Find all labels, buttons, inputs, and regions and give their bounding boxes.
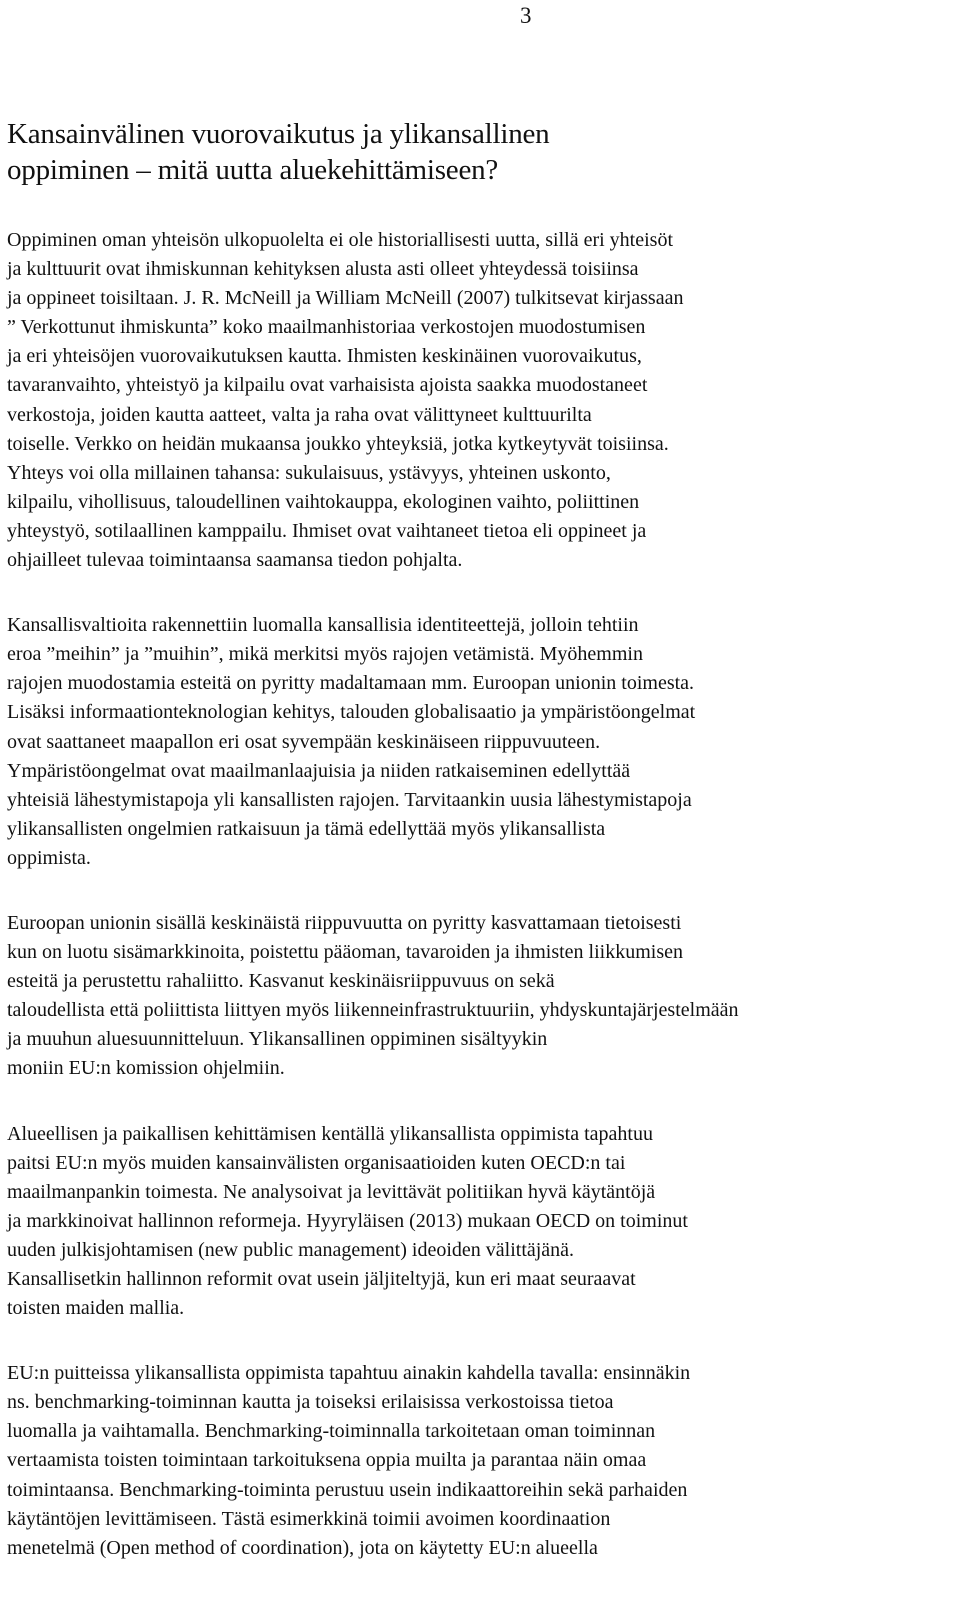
text-line: käytäntöjen levittämiseen. Tästä esimerkkinä toimii avoimen koordinaation — [7, 1507, 611, 1530]
text-line: yhteisiä lähestymistapoja yli kansallisten rajojen. Tarvitaankin uusia lähestymistapoja — [7, 788, 692, 811]
text-line: toimintaansa. Benchmarking-toiminta perustuu usein indikaattoreihin sekä parhaiden — [7, 1478, 688, 1501]
paragraph — [7, 1120, 957, 1324]
paragraph — [7, 611, 957, 873]
text-line: paitsi EU:n myös muiden kansainvälisten organisaatioiden kuten OECD:n tai — [7, 1151, 626, 1174]
text-line: vertaamista toisten toimintaan tarkoituksena oppia muilta ja parantaa näin omaa — [7, 1449, 647, 1472]
text-line: Alueellisen ja paikallisen kehittämisen kentällä ylikansallista oppimista tapahtuu — [7, 1122, 653, 1145]
text-line: ja markkinoivat hallinnon reformeja. Hyyryläisen (2013) mukaan OECD on toiminut — [7, 1209, 688, 1232]
text-line: ovat saattaneet maapallon eri osat syvempään keskinäiseen riippuvuuteen. — [7, 730, 601, 753]
text-line: ja muuhun aluesuunnitteluun. Ylikansallinen oppiminen sisältyykin — [7, 1028, 548, 1051]
text-line: toisten maiden mallia. — [7, 1297, 185, 1320]
text-line: ns. benchmarking-toiminnan kautta ja toiseksi erilaisissa verkostoissa tietoa — [7, 1391, 614, 1414]
text-line: ja eri yhteisöjen vuorovaikutuksen kautta. Ihmisten keskinäinen vuorovaikutus, — [7, 345, 642, 368]
text-line: oppimista. — [7, 846, 91, 869]
text-line: EU:n puitteissa ylikansallista oppimista tapahtuu ainakin kahdella tavalla: ensinnäkin — [7, 1362, 691, 1385]
text-line: taloudellista että poliittista liittyen myös liikenneinfrastruktuuriin, yhdyskuntajärjestelmään — [7, 999, 739, 1022]
text-line: Ympäristöongelmat ovat maailmanlaajuisia ja niiden ratkaiseminen edellyttää — [7, 759, 631, 782]
text-line: Lisäksi informaationteknologian kehitys, talouden globalisaatio ja ympäristöongelmat — [7, 701, 696, 724]
text-line: toiselle. Verkko on heidän mukaansa joukko yhteyksiä, jotka kytkeytyvät toisiinsa. — [7, 432, 669, 455]
paragraph — [7, 1359, 957, 1563]
text-line: verkostoja, joiden kautta aatteet, valta ja raha ovat välittyneet kulttuurilta — [7, 403, 592, 426]
text-line: Euroopan unionin sisällä keskinäistä riippuvuutta on pyritty kasvattamaan tietoisesti — [7, 911, 682, 934]
text-line: Kansallisetkin hallinnon reformit ovat usein jäljiteltyjä, kun eri maat seuraavat — [7, 1268, 636, 1290]
paragraph — [7, 226, 957, 575]
text-line: ja kulttuurit ovat ihmiskunnan kehityksen alusta asti olleet yhteydessä toisiinsa — [7, 258, 639, 281]
text-line: kilpailu, vihollisuus, taloudellinen vaihtokauppa, ekologinen vaihto, poliittinen — [7, 490, 640, 513]
page-number: 3 — [520, 3, 532, 28]
text-line: maailmanpankin toimesta. Ne analysoivat ja levittävät politiikan hyvä käytäntöjä — [7, 1180, 656, 1203]
text-line: yhteystyö, sotilaallinen kamppailu. Ihmiset ovat vaihtaneet tietoa eli oppineet ja — [7, 519, 647, 542]
text-line: tavaranvaihto, yhteistyö ja kilpailu ovat varhaisista ajoista saakka muodostaneet — [7, 374, 648, 397]
text-line: esteitä ja perustettu rahaliitto. Kasvanut keskinäisriippuvuus on sekä — [7, 970, 555, 993]
text-line: luomalla ja vaihtamalla. Benchmarking-toiminnalla tarkoitetaan oman toiminnan — [7, 1420, 656, 1443]
text-line: Kansallisvaltioita rakennettiin luomalla kansallisia identiteettejä, jolloin tehtiin — [7, 614, 639, 637]
text-line: uuden julkisjohtamisen (new public management) ideoiden välittäjänä. — [7, 1238, 575, 1261]
text-line: kun on luotu sisämarkkinoita, poistettu pääoman, tavaroiden ja ihmisten liikkumisen — [7, 941, 683, 964]
text-line: ” Verkottunut ihmiskunta” koko maailmanhistoriaa verkostojen muodostumisen — [7, 316, 646, 339]
text-line: ohjailleet tulevaa toimintaansa saamansa tiedon pohjalta. — [7, 549, 463, 572]
section-heading: Kansainvälinen vuorovaikutus ja ylikansallinen oppiminen – mitä uutta aluekehittämiseen? — [7, 118, 550, 186]
text-line: ja oppineet toisiltaan. J. R. McNeill ja William McNeill (2007) tulkitsevat kirjassaan — [7, 287, 684, 310]
paragraph-list — [7, 226, 957, 1563]
text-line: Oppiminen oman yhteisön ulkopuolelta ei ole historiallisesti uutta, sillä eri yhteisöt — [7, 229, 674, 251]
text-line: Yhteys voi olla millainen tahansa: sukulaisuus, ystävyys, yhteinen uskonto, — [7, 461, 611, 484]
text-line: menetelmä (Open method of coordination), jota on käytetty EU:n alueella — [7, 1536, 598, 1559]
text-line: moniin EU:n komission ohjelmiin. — [7, 1057, 285, 1080]
text-line: eroa ”meihin” ja ”muihin”, mikä merkitsi myös rajojen vetämistä. Myöhemmin — [7, 643, 643, 666]
text-line: ylikansallisten ongelmien ratkaisuun ja tämä edellyttää myös ylikansallista — [7, 817, 606, 840]
text-line: rajojen muodostamia esteitä on pyritty madaltamaan mm. Euroopan unionin toimesta. — [7, 672, 695, 695]
paragraph — [7, 909, 957, 1084]
document-body — [7, 116, 957, 1599]
